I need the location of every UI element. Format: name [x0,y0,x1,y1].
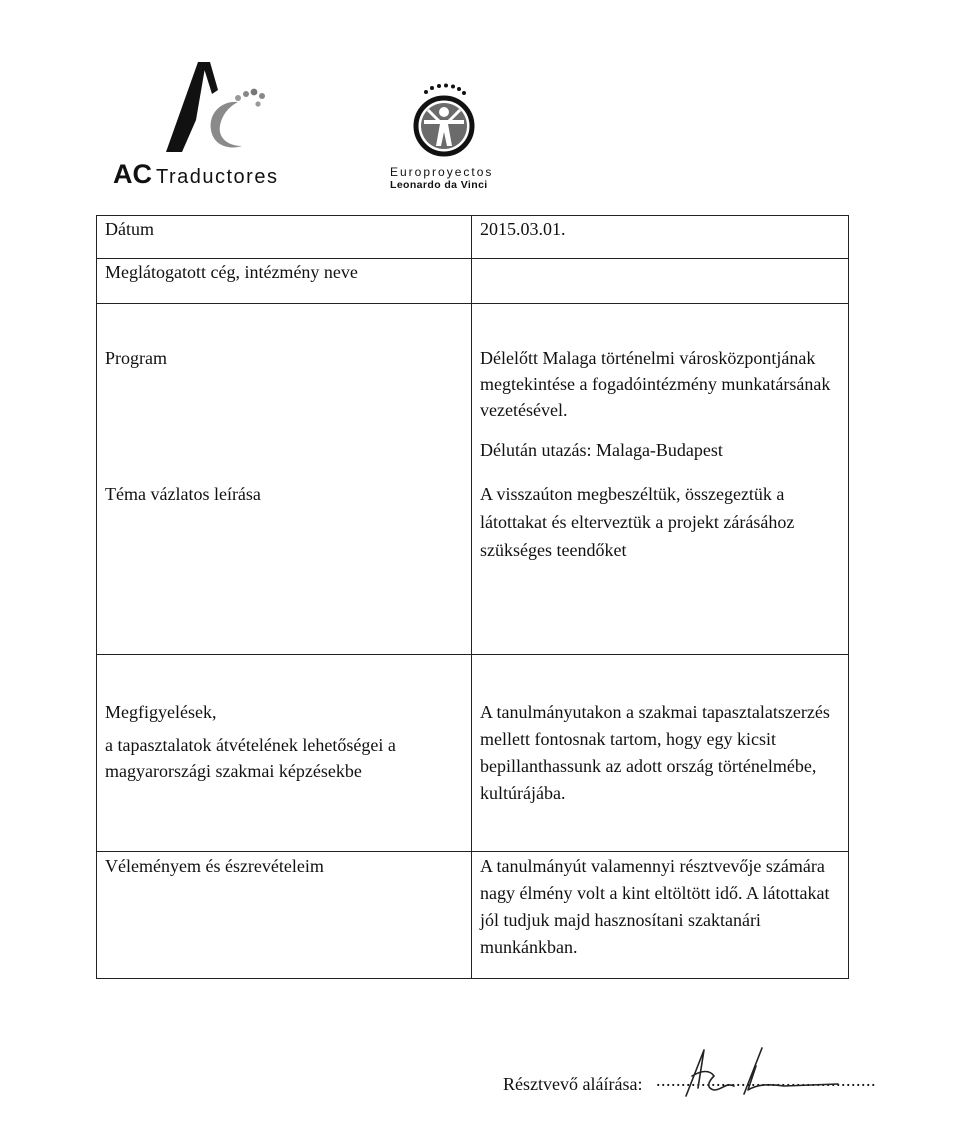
observations-label: Megfigyelések, [105,702,217,722]
return-text: A visszaúton megbeszéltük, összegeztük a látottakat és elterveztük a projekt zárásához szükséges teendőket [480,484,795,560]
program-value-cell [472,304,849,655]
opinion-value-cell [472,852,849,979]
afternoon-text: Délután utazás: Malaga-Budapest [480,440,723,460]
date-value-cell [472,216,849,259]
opinion-row [97,852,849,979]
date-value: 2015.03.01. [480,219,566,239]
observations-value-cell [472,655,849,852]
header-logos [0,0,960,200]
observations-text: A tanulmányutakon a szakmai tapasztalatszerzés mellett fontosnak tartom, hogy egy kicsit bepillanthassunk az adott ország történelmébe, kultúrájába. [480,702,830,803]
date-label: Dátum [105,219,154,239]
observations-label-cell [97,655,472,852]
opinion-label: Véleményem és észrevételeim [105,856,324,876]
company-row [97,259,849,304]
leonardo-vitruvian-icon [404,82,484,162]
europroyectos-wordmark [390,166,493,192]
program-text: Délelőtt Malaga történelmi városközpontjának megtekintése a fogadóintézmény munkatársának vezetésével. [480,348,831,420]
report-table [96,215,849,979]
leonardo-subtitle: Leonardo da Vinci [390,179,488,191]
ac-logo-light: Traductores [156,166,279,188]
date-label-cell [97,216,472,259]
signature-line: ............................................ [656,1070,876,1090]
ac-logo-bold: AC [113,159,152,189]
observations-row [97,655,849,852]
europroyectos-logo [380,82,520,197]
company-value-cell [472,259,849,304]
observations-sublabel: a tapasztalatok átvételének lehetőségei a magyarországi szakmai képzésekbe [105,735,396,781]
date-row [97,216,849,259]
ac-traductores-logo [110,60,310,190]
company-label: Meglátogatott cég, intézmény neve [105,262,358,282]
opinion-text: A tanulmányút valamennyi résztvevője számára nagy élmény volt a kint eltöltött idő. A látottakat jól tudjuk majd hasznosítani szaktanári munkánkban. [480,856,830,957]
ac-logo-mark-icon [160,60,270,160]
program-row [97,304,849,655]
handwritten-signature-icon [648,1040,858,1100]
opinion-label-cell [97,852,472,979]
signature-label: Résztvevő aláírása: [503,1074,643,1094]
company-label-cell [97,259,472,304]
program-label-cell [97,304,472,655]
report-form [96,215,849,979]
program-label: Program [105,348,167,368]
europroyectos-title: Europroyectos [390,165,494,179]
signature-block [503,1070,876,1130]
topic-label: Téma vázlatos leírása [105,484,261,504]
ac-logo-wordmark [113,159,278,190]
